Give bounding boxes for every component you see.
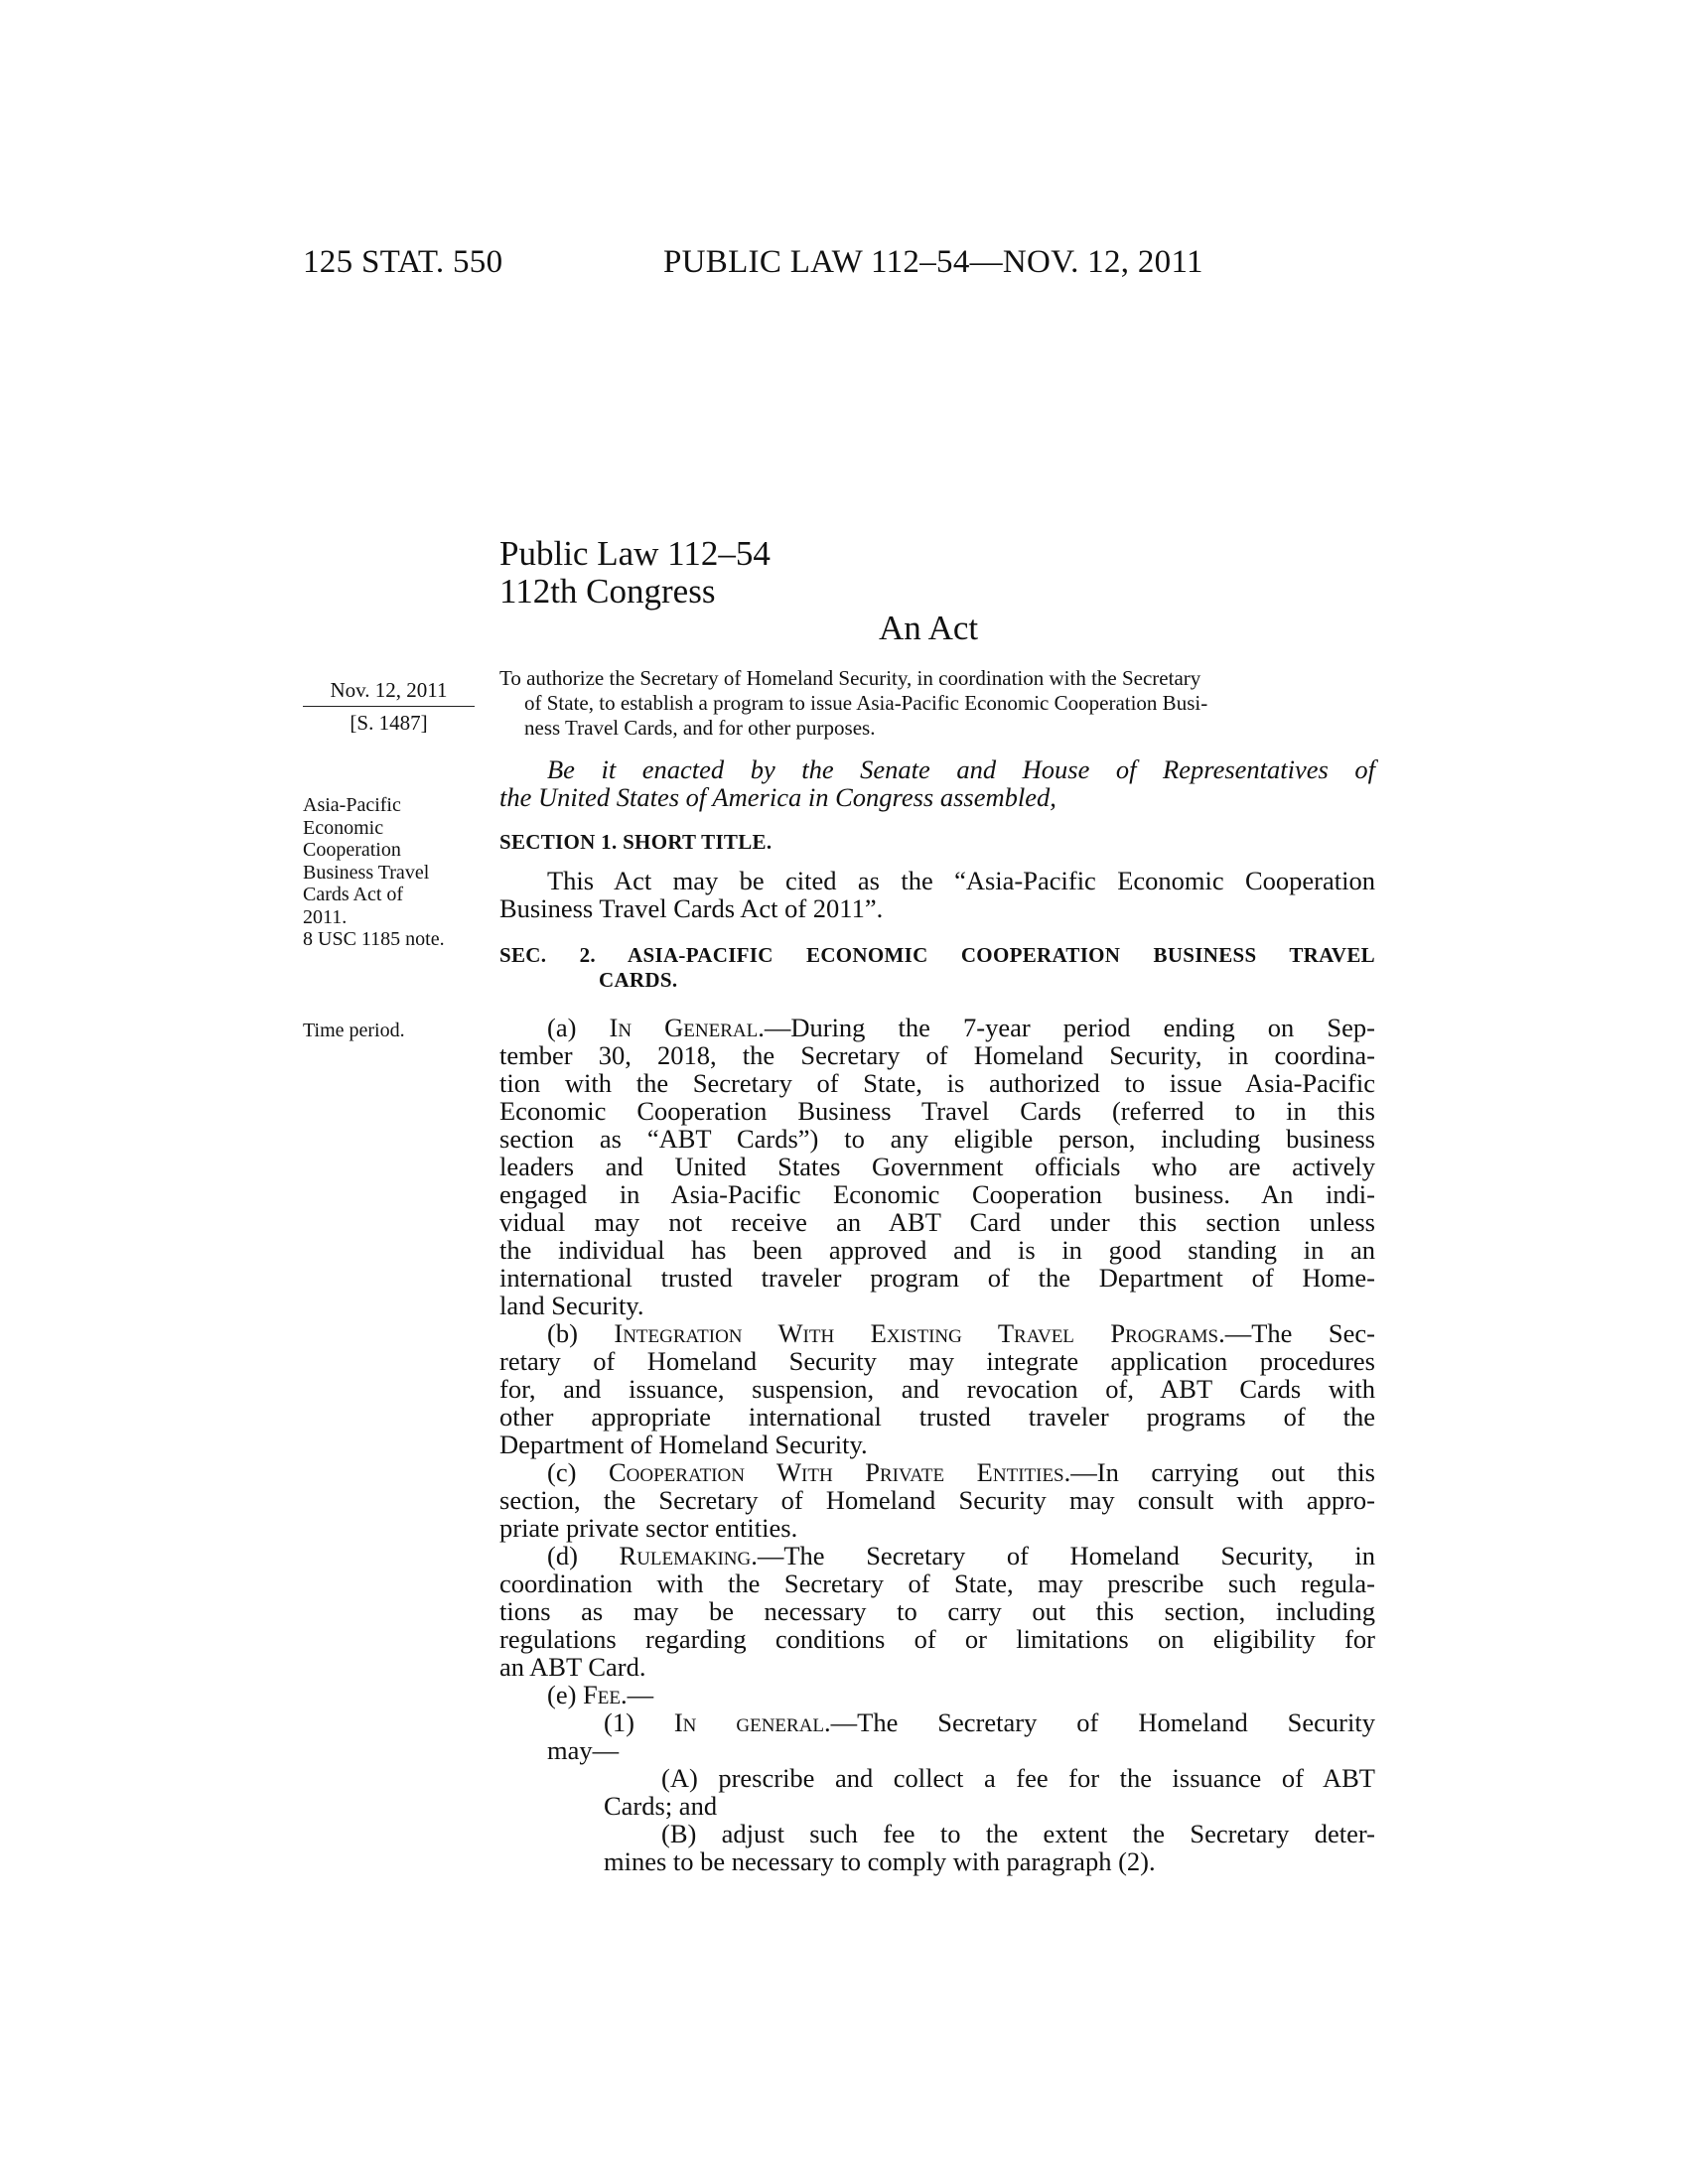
section-2-heading: SEC. 2. ASIA-PACIFIC ECONOMIC COOPERATION BUSINESS TRAVEL	[499, 943, 1375, 967]
margin-note-usc: 8 USC 1185 note.	[303, 928, 445, 950]
subparagraph-b-line: mines to be necessary to comply with paragraph (2).	[604, 1846, 1156, 1876]
margin-note-short-title	[303, 794, 472, 951]
subsection-a-first-line: (a) In General.—During the 7-year period ending on Sep-	[547, 1013, 1375, 1042]
subsection-a-line: vidual may not receive an ABT Card under this section unless	[499, 1207, 1375, 1237]
purpose-line: To authorize the Secretary of Homeland Security, in coordination with the Secretary	[499, 666, 1201, 690]
subsection-d-line: regulations regarding conditions of or limitations on eligibility for	[499, 1624, 1375, 1654]
subsection-c-label: Cooperation With Private Entities	[608, 1457, 1064, 1487]
section-1-heading: SECTION 1. SHORT TITLE.	[499, 830, 773, 854]
subsection-a-line: Economic Cooperation Business Travel Cards (referred to in this	[499, 1096, 1375, 1126]
subsection-b-first-line: (b) Integration With Existing Travel Programs.—The Sec-	[547, 1318, 1375, 1348]
subsection-d-line: tions as may be necessary to carry out this section, including	[499, 1596, 1375, 1626]
margin-date: Nov. 12, 2011	[330, 678, 448, 702]
purpose-line: ness Travel Cards, and for other purposes.	[524, 716, 876, 740]
subsection-d-label: Rulemaking	[619, 1541, 752, 1570]
subsection-e-label: Fee	[583, 1680, 621, 1709]
subparagraph-b-line: (B) adjust such fee to the extent the Secretary deter-	[661, 1819, 1375, 1848]
subsection-a-line: engaged in Asia-Pacific Economic Cooperation business. An indi-	[499, 1179, 1375, 1209]
section-1-line: Business Travel Cards Act of 2011”.	[499, 893, 884, 923]
margin-note-line: Cooperation	[303, 839, 401, 861]
subparagraph-a-line: Cards; and	[604, 1791, 718, 1821]
section-2-heading-cont: CARDS.	[599, 968, 678, 992]
subsection-a-line: tion with the Secretary of State, is authorized to issue Asia-Pacific	[499, 1068, 1375, 1098]
subsection-c-first-line: (c) Cooperation With Private Entities.—In carrying out this	[547, 1457, 1375, 1487]
subsection-b-line: Department of Homeland Security.	[499, 1430, 868, 1459]
law-number: Public Law 112–54	[499, 534, 771, 573]
margin-note-line: Economic	[303, 816, 384, 839]
act-purpose	[499, 666, 1375, 741]
purpose-line: of State, to establish a program to issue Asia-Pacific Economic Cooperation Busi-	[524, 691, 1208, 715]
subsection-c-line: section, the Secretary of Homeland Security may consult with appro-	[499, 1485, 1375, 1515]
subsection-d-line: an ABT Card.	[499, 1652, 646, 1682]
subsection-e-heading: (e) Fee.—	[547, 1680, 654, 1709]
subsection-a-line: the individual has been approved and is in good standing in an	[499, 1235, 1375, 1265]
subsection-a-line: tember 30, 2018, the Secretary of Homeland Security, in coordina-	[499, 1040, 1375, 1070]
paragraph-1-first-line: (1) In general.—The Secretary of Homeland Security	[604, 1707, 1375, 1737]
subsection-a-line: land Security.	[499, 1291, 644, 1320]
margin-note-line: Cards Act of	[303, 884, 404, 905]
subsection-a-line: international trusted traveler program of the Department of Home-	[499, 1263, 1375, 1293]
congress-label: 112th Congress	[499, 572, 716, 611]
subsection-b-line: other appropriate international trusted traveler programs of the	[499, 1402, 1375, 1432]
margin-note-line: Business Travel	[303, 861, 430, 884]
margin-date-box	[303, 677, 475, 737]
paragraph-1-label: In general	[673, 1707, 825, 1737]
subsection-a-line: section as “ABT Cards”) to any eligible person, including business	[499, 1124, 1375, 1154]
subsection-d-line: coordination with the Secretary of State, may prescribe such regula-	[499, 1569, 1375, 1598]
margin-bill-number: [S. 1487]	[350, 711, 428, 735]
margin-date-rule	[303, 706, 475, 707]
subsection-a-label: In General	[609, 1013, 759, 1042]
subsection-b-line: retary of Homeland Security may integrate application procedures	[499, 1346, 1375, 1376]
paragraph-1-line: may—	[547, 1735, 620, 1765]
enacting-clause-line: the United States of America in Congress assembled,	[499, 782, 1056, 812]
subsection-c-line: priate private sector entities.	[499, 1513, 798, 1543]
subsection-b-label: Integration With Existing Travel Programs	[614, 1318, 1219, 1348]
act-label: An Act	[879, 609, 979, 647]
subparagraph-a-line: (A) prescribe and collect a fee for the issuance of ABT	[661, 1763, 1375, 1793]
margin-note-line: 2011.	[303, 905, 348, 928]
subsection-a-line: leaders and United States Government officials who are actively	[499, 1152, 1375, 1181]
section-1-line: This Act may be cited as the “Asia-Pacific Economic Cooperation	[547, 866, 1375, 895]
enacting-clause-line: Be it enacted by the Senate and House of Representatives of	[547, 754, 1375, 784]
stat-page-number: 125 STAT. 550	[303, 244, 503, 280]
subsection-b-line: for, and issuance, suspension, and revocation of, ABT Cards with	[499, 1374, 1375, 1404]
margin-note-line: Asia-Pacific	[303, 794, 401, 816]
running-head-law-date: PUBLIC LAW 112–54—NOV. 12, 2011	[663, 244, 1203, 280]
margin-note-time-period: Time period.	[303, 1020, 405, 1041]
subsection-d-first-line: (d) Rulemaking.—The Secretary of Homeland Security, in	[547, 1541, 1375, 1570]
